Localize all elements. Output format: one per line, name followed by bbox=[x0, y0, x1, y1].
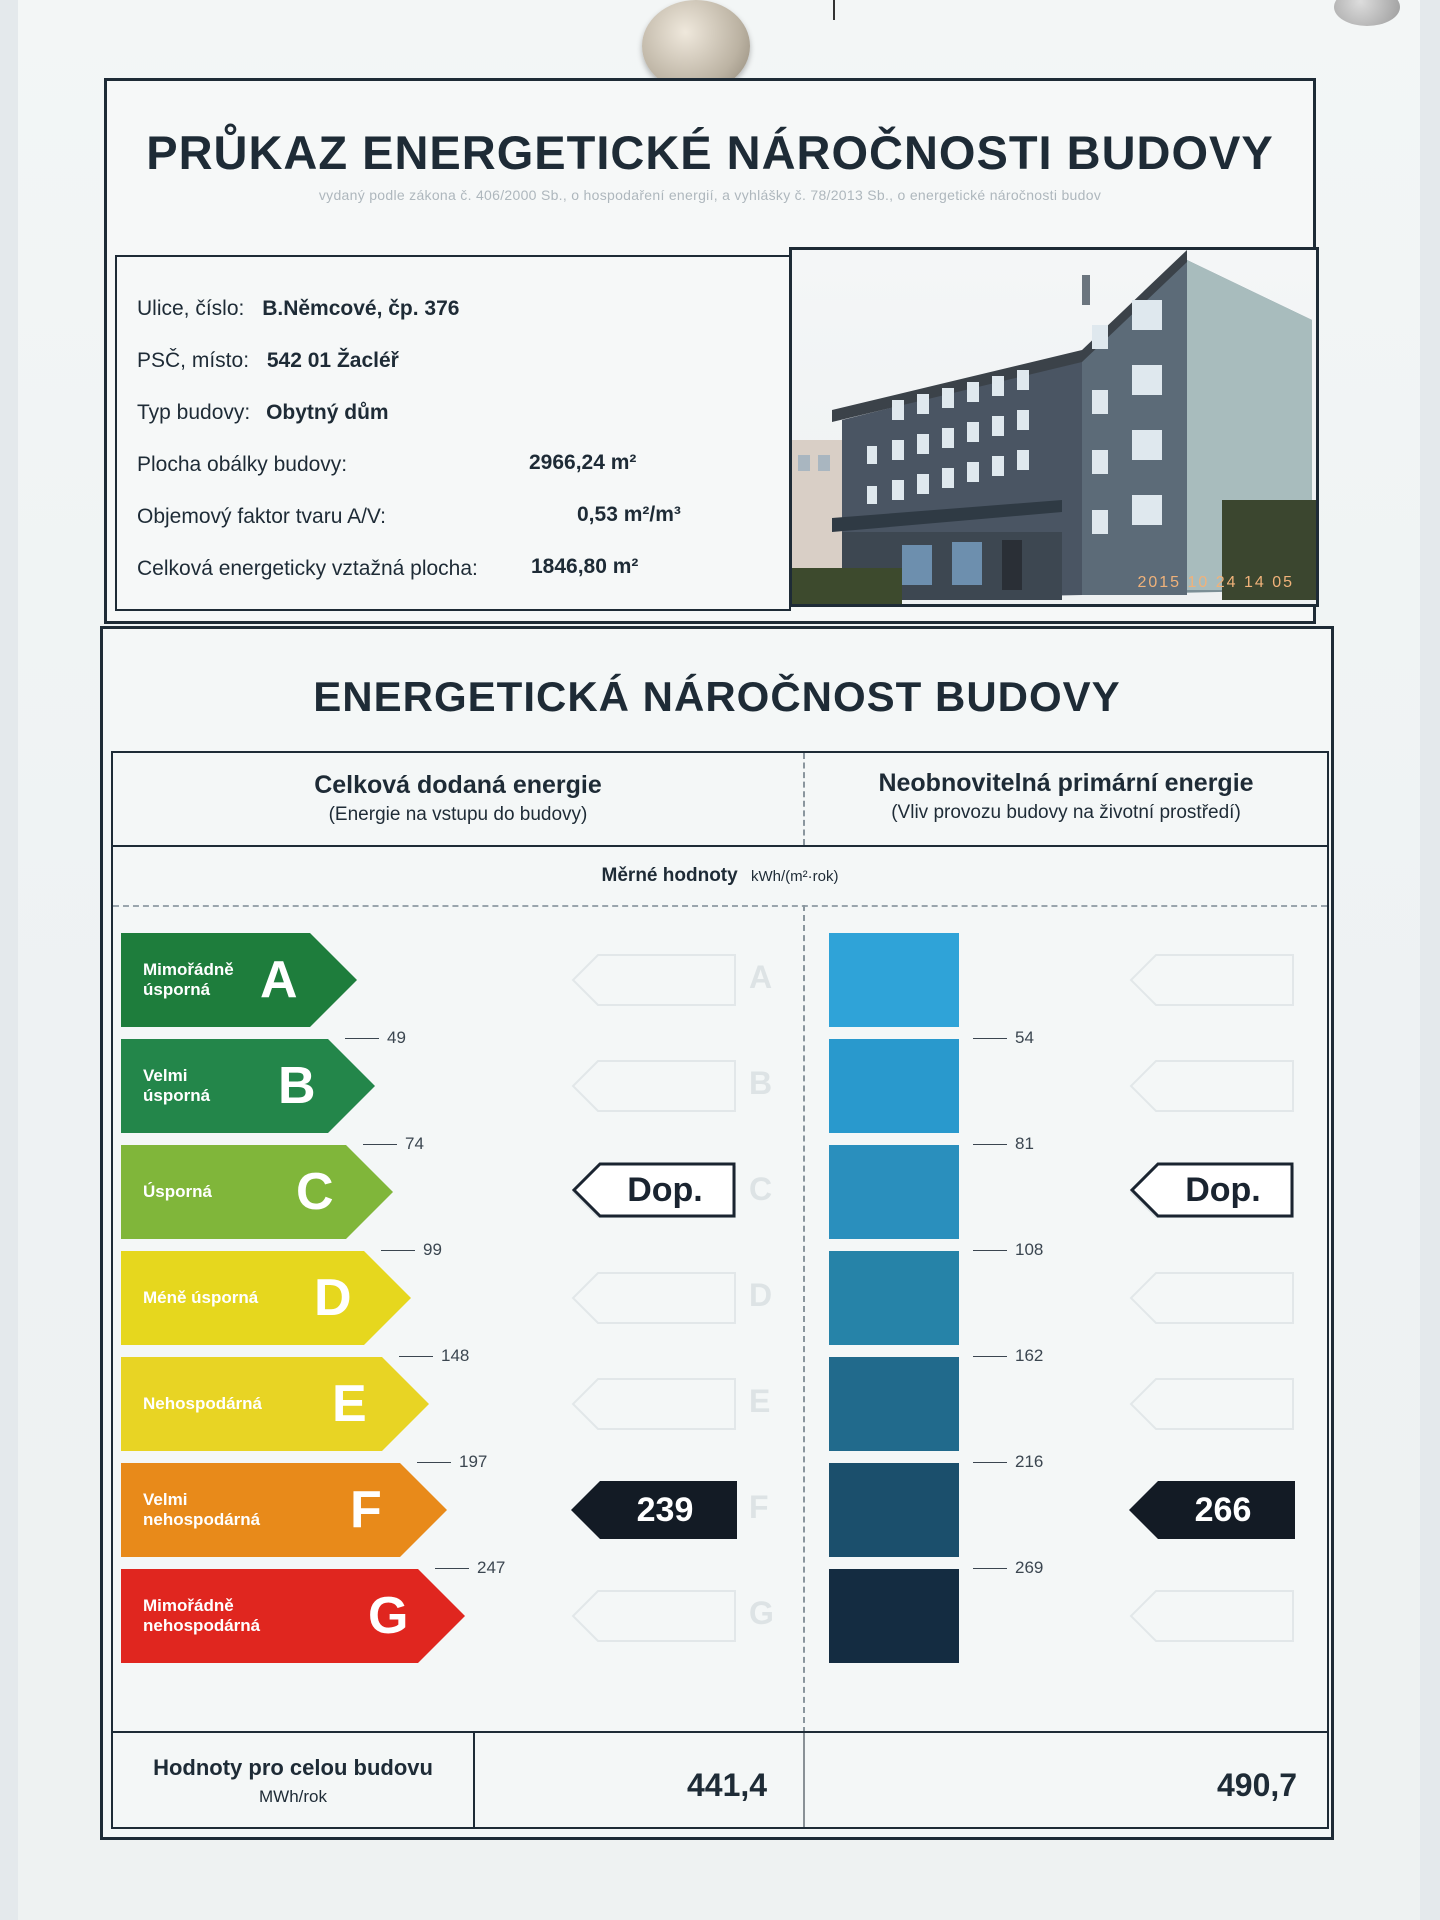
envelope-value: 2966,24 m² bbox=[529, 451, 637, 474]
right-slot-outline-a bbox=[1129, 953, 1295, 1007]
class-band-f bbox=[121, 1463, 447, 1557]
left-slot-outline-d bbox=[571, 1271, 737, 1325]
class-band-b bbox=[121, 1039, 375, 1133]
threshold-left-d: 148 bbox=[399, 1346, 469, 1366]
reference-area-value: 1846,80 m² bbox=[531, 555, 639, 578]
left-slot-letter-a: A bbox=[749, 959, 773, 995]
threshold-right-b: 81 bbox=[973, 1134, 1034, 1154]
building-illustration bbox=[792, 250, 1319, 607]
measure-caption bbox=[113, 865, 1327, 887]
envelope-label: Plocha obálky budovy: bbox=[137, 453, 348, 476]
class-letter-d: D bbox=[314, 1269, 352, 1327]
primary-energy-block-b bbox=[829, 1039, 959, 1133]
actual-value-right: 266 bbox=[1194, 1490, 1252, 1529]
measure-unit: kWh/(m²·rok) bbox=[750, 868, 839, 885]
left-slot-outline-b bbox=[571, 1059, 737, 1113]
threshold-right-a: 54 bbox=[973, 1028, 1034, 1048]
threshold-left-f: 247 bbox=[435, 1558, 505, 1578]
class-letter-e: E bbox=[332, 1375, 367, 1433]
primary-energy-block-e bbox=[829, 1357, 959, 1451]
left-slot-letter-d: D bbox=[749, 1277, 773, 1313]
left-slot-letter-f: F bbox=[749, 1489, 769, 1525]
left-slot-outline-g bbox=[571, 1589, 737, 1643]
total-primary-energy: 490,7 bbox=[1217, 1767, 1298, 1803]
left-header-subtitle: (Energie na vstupu do budovy) bbox=[328, 804, 588, 825]
right-slot-a bbox=[1129, 953, 1295, 1007]
total-delivered-energy: 441,4 bbox=[687, 1767, 768, 1803]
left-slot-letter-g: G bbox=[749, 1595, 774, 1631]
class-band-d bbox=[121, 1251, 411, 1345]
threshold-left-a: 49 bbox=[345, 1028, 406, 1048]
class-label-d: Méně úsporná bbox=[143, 1288, 259, 1308]
primary-energy-block-c bbox=[829, 1145, 959, 1239]
class-label-c: Úsporná bbox=[143, 1182, 212, 1202]
right-slot-g bbox=[1129, 1589, 1295, 1643]
postcode-label: PSČ, místo: bbox=[137, 349, 250, 372]
totals-label: Hodnoty pro celou budovu bbox=[153, 1755, 433, 1780]
class-label-f: Velmi nehospodárná bbox=[143, 1490, 261, 1529]
threshold-left-c: 99 bbox=[381, 1240, 442, 1260]
energy-grid bbox=[111, 751, 1329, 1829]
threshold-left-e: 197 bbox=[417, 1452, 487, 1472]
totals-divider-right bbox=[803, 1731, 805, 1829]
energy-title: ENERGETICKÁ NÁROČNOST BUDOVY bbox=[313, 673, 1121, 720]
class-band-e bbox=[121, 1357, 429, 1451]
building-photo bbox=[789, 247, 1319, 607]
recommended-label-right: Dop. bbox=[1185, 1170, 1261, 1209]
header-divider bbox=[803, 753, 805, 845]
left-slot-d bbox=[571, 1271, 737, 1325]
measure-rule bbox=[113, 905, 1327, 907]
class-letter-a: A bbox=[260, 951, 298, 1009]
class-letter-f: F bbox=[350, 1481, 382, 1539]
class-label-g: Mimořádně nehospodárná bbox=[143, 1596, 261, 1635]
class-band-a bbox=[121, 933, 357, 1027]
left-slot-e bbox=[571, 1377, 737, 1431]
primary-energy-block-a bbox=[829, 933, 959, 1027]
shape-factor-label: Objemový faktor tvaru A/V: bbox=[137, 505, 386, 528]
actual-indicator-right bbox=[1129, 1481, 1295, 1539]
recommended-indicator-left bbox=[571, 1161, 737, 1219]
threshold-right-c: 108 bbox=[973, 1240, 1043, 1260]
right-slot-e bbox=[1129, 1377, 1295, 1431]
primary-energy-block-f bbox=[829, 1463, 959, 1557]
building-type-value: Obytný dům bbox=[266, 401, 389, 424]
right-slot-b bbox=[1129, 1059, 1295, 1113]
left-slot-letter-c: C bbox=[749, 1171, 773, 1207]
left-slot-b bbox=[571, 1059, 737, 1113]
threshold-left-b: 74 bbox=[363, 1134, 424, 1154]
measure-label: Měrné hodnoty bbox=[601, 865, 738, 886]
totals-divider bbox=[473, 1731, 475, 1829]
primary-energy-block-d bbox=[829, 1251, 959, 1345]
recommended-label-left: Dop. bbox=[627, 1170, 703, 1209]
threshold-right-f: 269 bbox=[973, 1558, 1043, 1578]
left-slot-letter-e: E bbox=[749, 1383, 771, 1419]
left-slot-a bbox=[571, 953, 737, 1007]
totals-unit: MWh/rok bbox=[259, 1787, 327, 1806]
left-slot-outline-e bbox=[571, 1377, 737, 1431]
left-slot-g bbox=[571, 1589, 737, 1643]
right-header-title: Neobnovitelná primární energie bbox=[878, 769, 1254, 797]
totals-caption bbox=[113, 1755, 473, 1807]
street-row bbox=[137, 297, 459, 321]
certificate-title: PRŮKAZ ENERGETICKÉ NÁROČNOSTI BUDOVY bbox=[146, 126, 1274, 179]
header-rule bbox=[113, 845, 1327, 847]
certificate-subtitle: vydaný podle zákona č. 406/2000 Sb., o hospodaření energií, a vyhlášky č. 78/2013 Sb., o energetické náročnosti budov bbox=[318, 187, 1102, 203]
primary-energy-block-g bbox=[829, 1569, 959, 1663]
class-band-g bbox=[121, 1569, 465, 1663]
right-slot-outline-d bbox=[1129, 1271, 1295, 1325]
left-slot-letter-b: B bbox=[749, 1065, 773, 1101]
left-slot-outline-a bbox=[571, 953, 737, 1007]
right-slot-outline-e bbox=[1129, 1377, 1295, 1431]
class-label-a: Mimořádně úsporná bbox=[143, 960, 234, 999]
wire bbox=[833, 0, 835, 20]
totals-rule bbox=[113, 1731, 1327, 1733]
right-header-subtitle: (Vliv provozu budovy na životní prostředí) bbox=[891, 802, 1241, 823]
class-band-c bbox=[121, 1145, 393, 1239]
class-label-e: Nehospodárná bbox=[143, 1394, 263, 1414]
postcode-row bbox=[137, 349, 399, 373]
recommended-indicator-right bbox=[1129, 1161, 1295, 1219]
left-header-title: Celková dodaná energie bbox=[314, 771, 602, 799]
building-type-row bbox=[137, 401, 389, 425]
right-column-header bbox=[803, 769, 1329, 824]
certificate-header-box bbox=[104, 78, 1316, 624]
threshold-right-d: 162 bbox=[973, 1346, 1043, 1366]
column-divider bbox=[803, 905, 805, 1733]
class-letter-c: C bbox=[296, 1163, 334, 1221]
class-letter-b: B bbox=[278, 1057, 316, 1115]
postcode-value: 542 01 Žacléř bbox=[266, 349, 399, 372]
class-letter-g: G bbox=[368, 1587, 409, 1645]
energy-performance-box bbox=[100, 626, 1334, 1840]
right-slot-d bbox=[1129, 1271, 1295, 1325]
photo-timestamp: 2015 10 24 14 05 bbox=[1137, 574, 1294, 591]
street-label: Ulice, číslo: bbox=[137, 297, 245, 320]
class-label-b: Velmi úsporná bbox=[143, 1066, 211, 1105]
right-slot-outline-b bbox=[1129, 1059, 1295, 1113]
building-info bbox=[115, 255, 791, 611]
actual-value-left: 239 bbox=[636, 1490, 694, 1529]
right-slot-outline-g bbox=[1129, 1589, 1295, 1643]
shape-factor-value: 0,53 m²/m³ bbox=[577, 503, 681, 526]
reference-area-label: Celková energeticky vztažná plocha: bbox=[137, 557, 478, 580]
threshold-right-e: 216 bbox=[973, 1452, 1043, 1472]
actual-indicator-left bbox=[571, 1481, 737, 1539]
street-value: B.Němcové, čp. 376 bbox=[262, 297, 460, 320]
building-type-label: Typ budovy: bbox=[137, 401, 251, 424]
left-column-header bbox=[113, 771, 803, 826]
